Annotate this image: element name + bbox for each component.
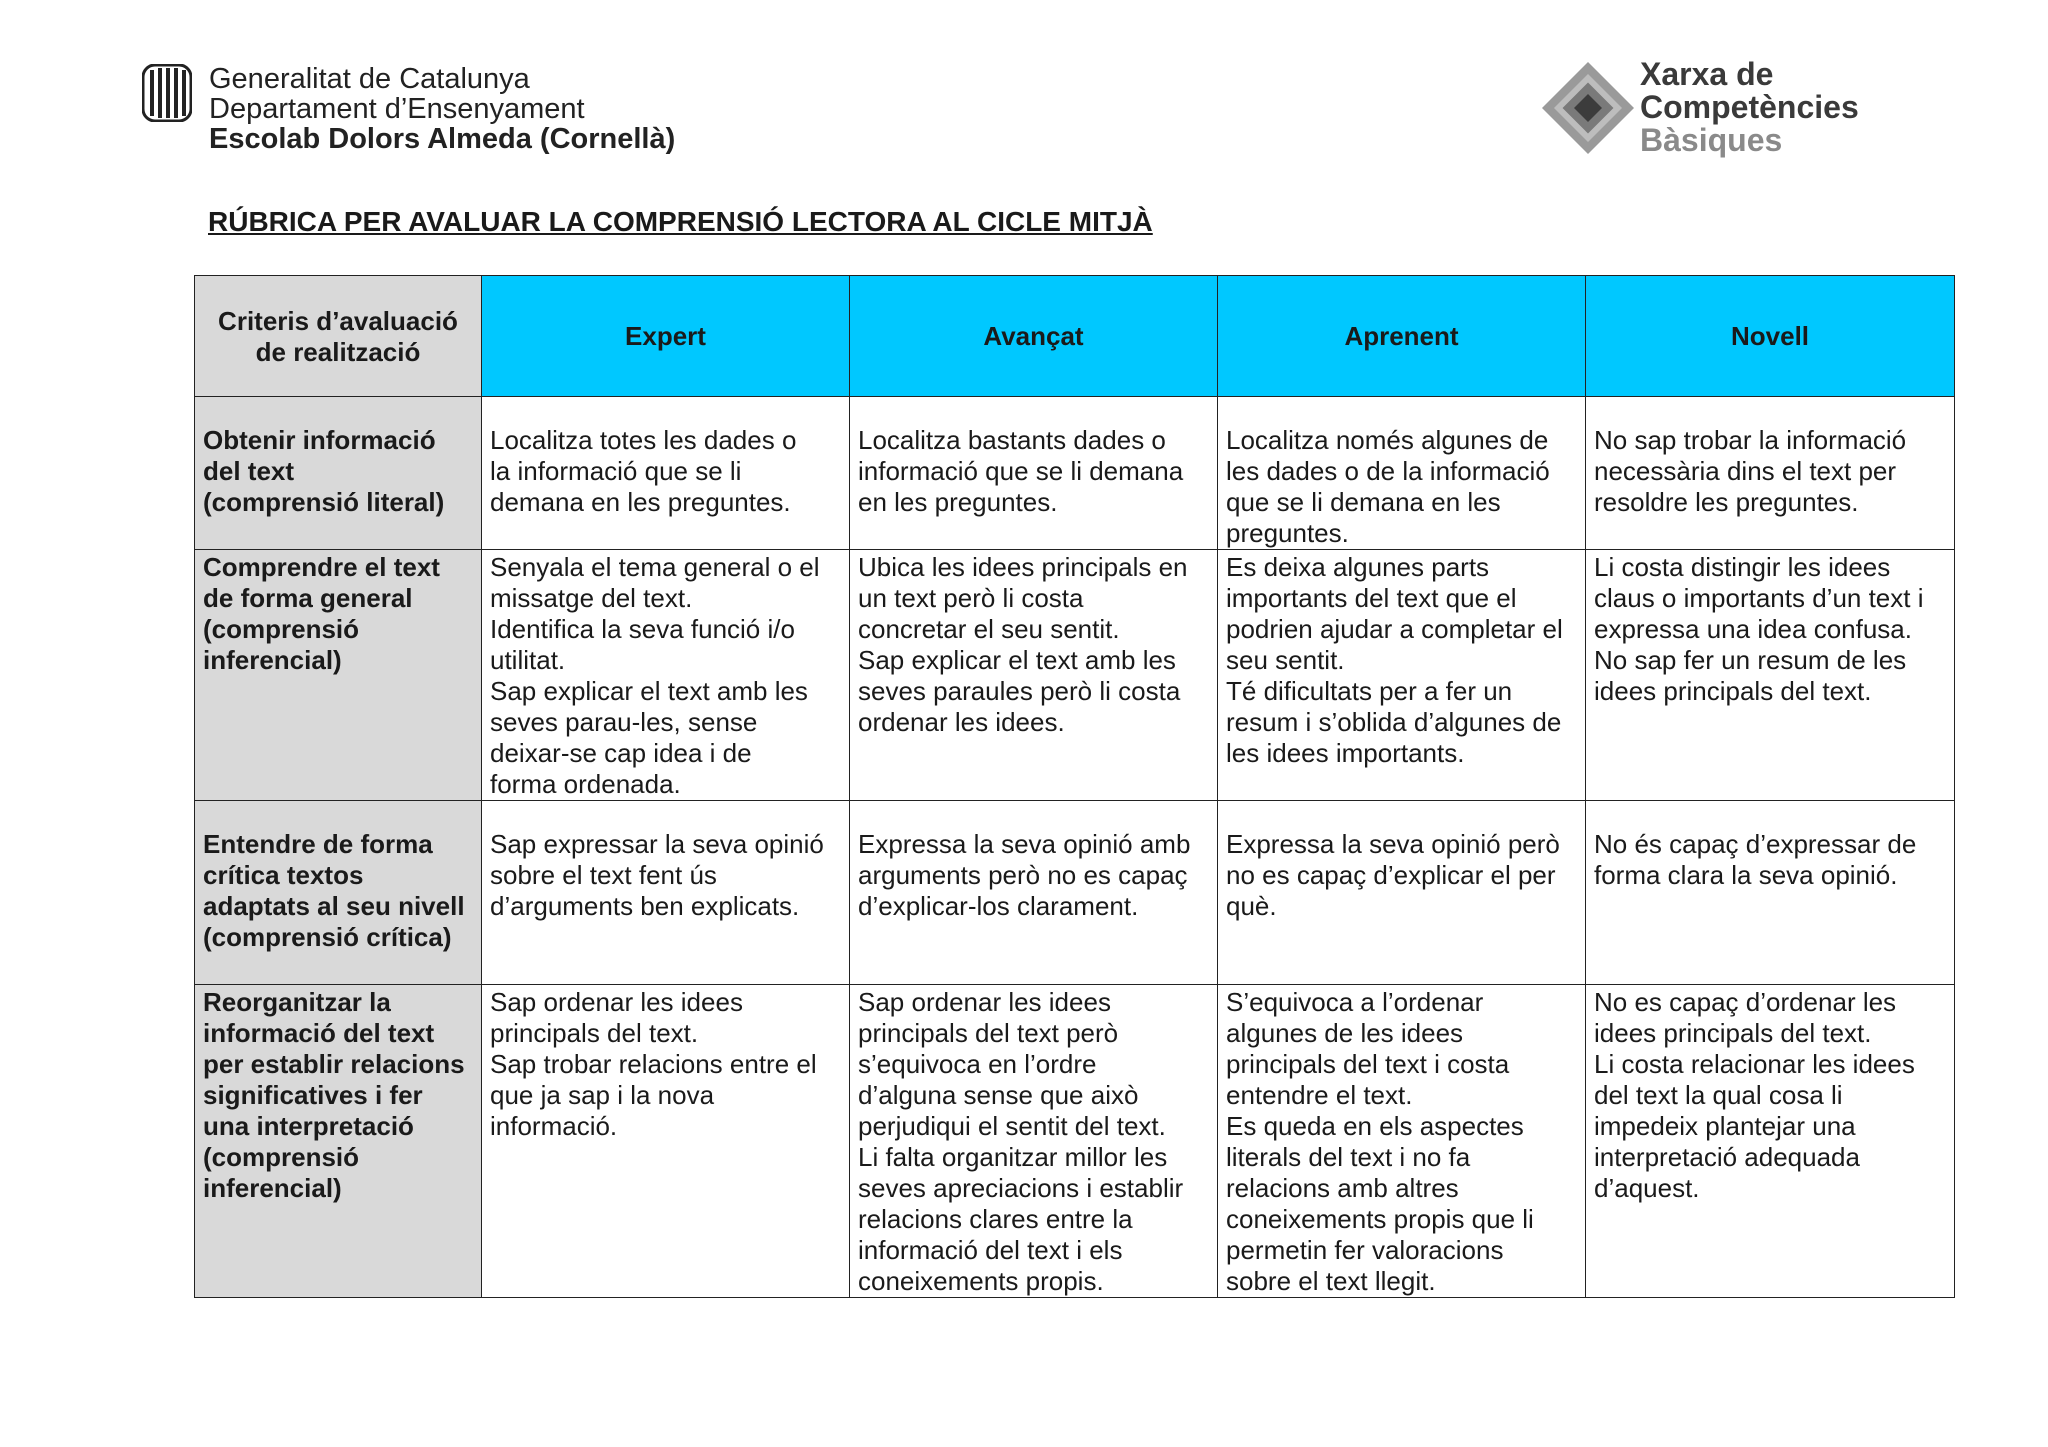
novice-cell: No sap trobar la informació necessària dins el text per resoldre les preguntes. xyxy=(1586,397,1955,550)
criteria-column-header: Criteris d’avaluació de realització xyxy=(195,276,482,397)
learner-cell: Expressa la seva opinió però no es capaç d’explicar el per què. xyxy=(1218,801,1586,985)
criterion-cell: Obtenir informació del text (comprensió literal) xyxy=(195,397,482,550)
table-row xyxy=(195,550,1955,801)
learner-cell: S’equivoca a l’ordenar algunes de les idees principals del text i costa entendre el text. Es queda en els aspectes literals del text i no fa relacions amb altres coneixements propis que li permetin fer valoracions sobre el text llegit. xyxy=(1218,985,1586,1298)
expert-column-header: Expert xyxy=(482,276,850,397)
advanced-cell: Sap ordenar les idees principals del text però s’equivoca en l’ordre d’alguna sense que això perjudiqui el sentit del text. Li falta organitzar millor les seves apreciacions i establir relacions clares entre la informació del text i els coneixements propis. xyxy=(850,985,1218,1298)
expert-cell: Senyala el tema general o el missatge del text. Identifica la seva funció i/o utilitat. Sap explicar el text amb les seves parau-les, sense deixar-se cap idea i de forma ordenada. xyxy=(482,550,850,801)
table-row xyxy=(195,397,1955,550)
novice-column-header: Novell xyxy=(1586,276,1955,397)
novice-cell: Li costa distingir les idees claus o importants d’un text i expressa una idea confusa. No sap fer un resum de les idees principals del text. xyxy=(1586,550,1955,801)
network-logo-line: Competències xyxy=(1640,89,1859,125)
document-title: RÚBRICA PER AVALUAR LA COMPRENSIÓ LECTORA AL CICLE MITJÀ xyxy=(208,206,1153,237)
criterion-cell: Entendre de forma crítica textos adaptats al seu nivell (comprensió crítica) xyxy=(195,801,482,985)
learner-cell: Es deixa algunes parts importants del text que el podrien ajudar a completar el seu sentit. Té dificultats per a fer un resum i s’oblida d’algunes de les idees importants. xyxy=(1218,550,1586,801)
school-name: Escolab Dolors Almeda (Cornellà) xyxy=(209,123,676,155)
rubric-table xyxy=(194,275,1955,1298)
advanced-cell: Expressa la seva opinió amb arguments però no es capaç d’explicar-los clarament. xyxy=(850,801,1218,985)
network-logo-line: Xarxa de xyxy=(1640,56,1774,92)
network-logo-text xyxy=(1640,58,1859,157)
novice-cell: No es capaç d’ordenar les idees principals del text. Li costa relacionar les idees del text la qual cosa li impedeix plantejar una interpretació adequada d’aquest. xyxy=(1586,985,1955,1298)
org-line-government: Generalitat de Catalunya xyxy=(209,63,530,95)
network-logo xyxy=(1540,56,1870,166)
advanced-column-header: Avançat xyxy=(850,276,1218,397)
learner-cell: Localitza només algunes de les dades o de la informació que se li demana en les preguntes. xyxy=(1218,397,1586,550)
generalitat-logo-icon xyxy=(142,64,192,122)
table-header-row xyxy=(195,276,1955,397)
organization-text xyxy=(209,64,675,154)
expert-cell: Sap expressar la seva opinió sobre el text fent ús d’arguments ben explicats. xyxy=(482,801,850,985)
org-line-department: Departament d’Ensenyament xyxy=(209,93,585,125)
table-row xyxy=(195,801,1955,985)
table-row xyxy=(195,985,1955,1298)
novice-cell: No és capaç d’expressar de forma clara la seva opinió. xyxy=(1586,801,1955,985)
advanced-cell: Localitza bastants dades o informació que se li demana en les preguntes. xyxy=(850,397,1218,550)
expert-cell: Localitza totes les dades o la informació que se li demana en les preguntes. xyxy=(482,397,850,550)
xarxa-diamond-logo-icon xyxy=(1540,60,1636,156)
expert-cell: Sap ordenar les idees principals del text. Sap trobar relacions entre el que ja sap i la nova informació. xyxy=(482,985,850,1298)
criterion-cell: Comprendre el text de forma general (comprensió inferencial) xyxy=(195,550,482,801)
advanced-cell: Ubica les idees principals en un text però li costa concretar el seu sentit. Sap explicar el text amb les seves paraules però li costa ordenar les idees. xyxy=(850,550,1218,801)
learner-column-header: Aprenent xyxy=(1218,276,1586,397)
criterion-cell: Reorganitzar la informació del text per establir relacions significatives i fer una interpretació (comprensió inferencial) xyxy=(195,985,482,1298)
network-logo-line: Bàsiques xyxy=(1640,122,1783,158)
